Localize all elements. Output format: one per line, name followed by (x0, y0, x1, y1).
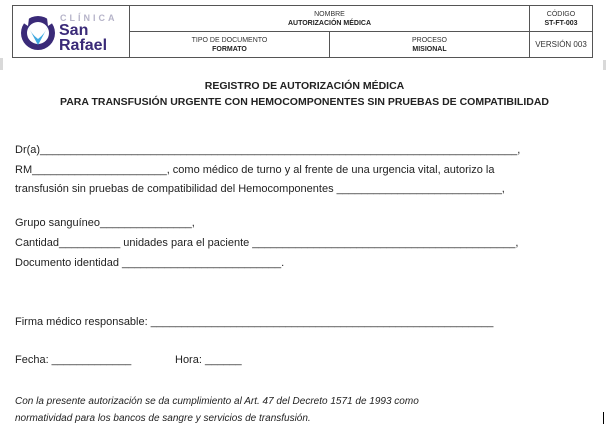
dr-field[interactable]: Dr(a)______________________________________________________________________________, (15, 144, 521, 156)
tipo-cell (130, 32, 330, 58)
text-cursor (603, 412, 604, 424)
codigo-cell (530, 6, 593, 32)
firma-field[interactable]: Firma médico responsable: ________________________________________________________ (15, 316, 494, 328)
logo-line2: Rafael (59, 36, 108, 54)
cantidad-field[interactable]: Cantidad__________ unidades para el paciente ___________________________________________, (15, 237, 519, 249)
logo-cell (13, 6, 130, 58)
grupo-sanguineo-field[interactable]: Grupo sanguíneo_______________, (15, 217, 195, 229)
nombre-cell (130, 6, 530, 32)
clinic-logo-icon (19, 14, 57, 52)
version-cell (530, 32, 593, 58)
version-label: VERSIÓN 003 (535, 40, 587, 49)
proceso-value: MISIONAL (412, 45, 447, 53)
nombre-label: NOMBRE (314, 10, 345, 18)
tipo-label: TIPO DE DOCUMENTO (191, 36, 268, 44)
logo-small-text: CLÍNICA (60, 12, 118, 23)
transfusion-field[interactable]: transfusión sin pruebas de compatibilidad del Hemocomponentes ___________________________, (15, 183, 505, 195)
logo-name (59, 23, 107, 53)
document-header-table (12, 5, 593, 58)
legal-line1: Con la presente autorización se da cumplimiento al Art. 47 del Decreto 1571 de 1993 como (15, 396, 419, 407)
logo-line1: San (59, 21, 89, 39)
left-edge-shadow (0, 58, 3, 70)
form-title: REGISTRO DE AUTORIZACIÓN MÉDICA (204, 80, 405, 92)
codigo-value: ST-FT-003 (544, 19, 578, 27)
rm-field[interactable]: RM______________________, como médico de turno y al frente de una urgencia vital, autorizo la (15, 164, 495, 176)
legal-note (15, 393, 595, 427)
legal-line2: normatividad para los bancos de sangre y servicios de transfusión. (15, 413, 311, 424)
right-edge-shadow (603, 60, 606, 70)
clinic-logo (13, 8, 129, 56)
codigo-label: CÓDIGO (546, 10, 576, 18)
fecha-field[interactable]: Fecha: _____________ (15, 354, 132, 366)
nombre-value: AUTORIZACIÓN MÉDICA (287, 19, 372, 27)
proceso-cell (330, 32, 530, 58)
tipo-value: FORMATO (212, 45, 247, 53)
form-subtitle: PARA TRANSFUSIÓN URGENTE CON HEMOCOMPONENTES SIN PRUEBAS DE COMPATIBILIDAD (59, 96, 550, 108)
proceso-label: PROCESO (411, 36, 447, 44)
documento-identidad-field[interactable]: Documento identidad __________________________. (15, 257, 285, 269)
hora-field[interactable]: Hora: ______ (175, 354, 242, 366)
